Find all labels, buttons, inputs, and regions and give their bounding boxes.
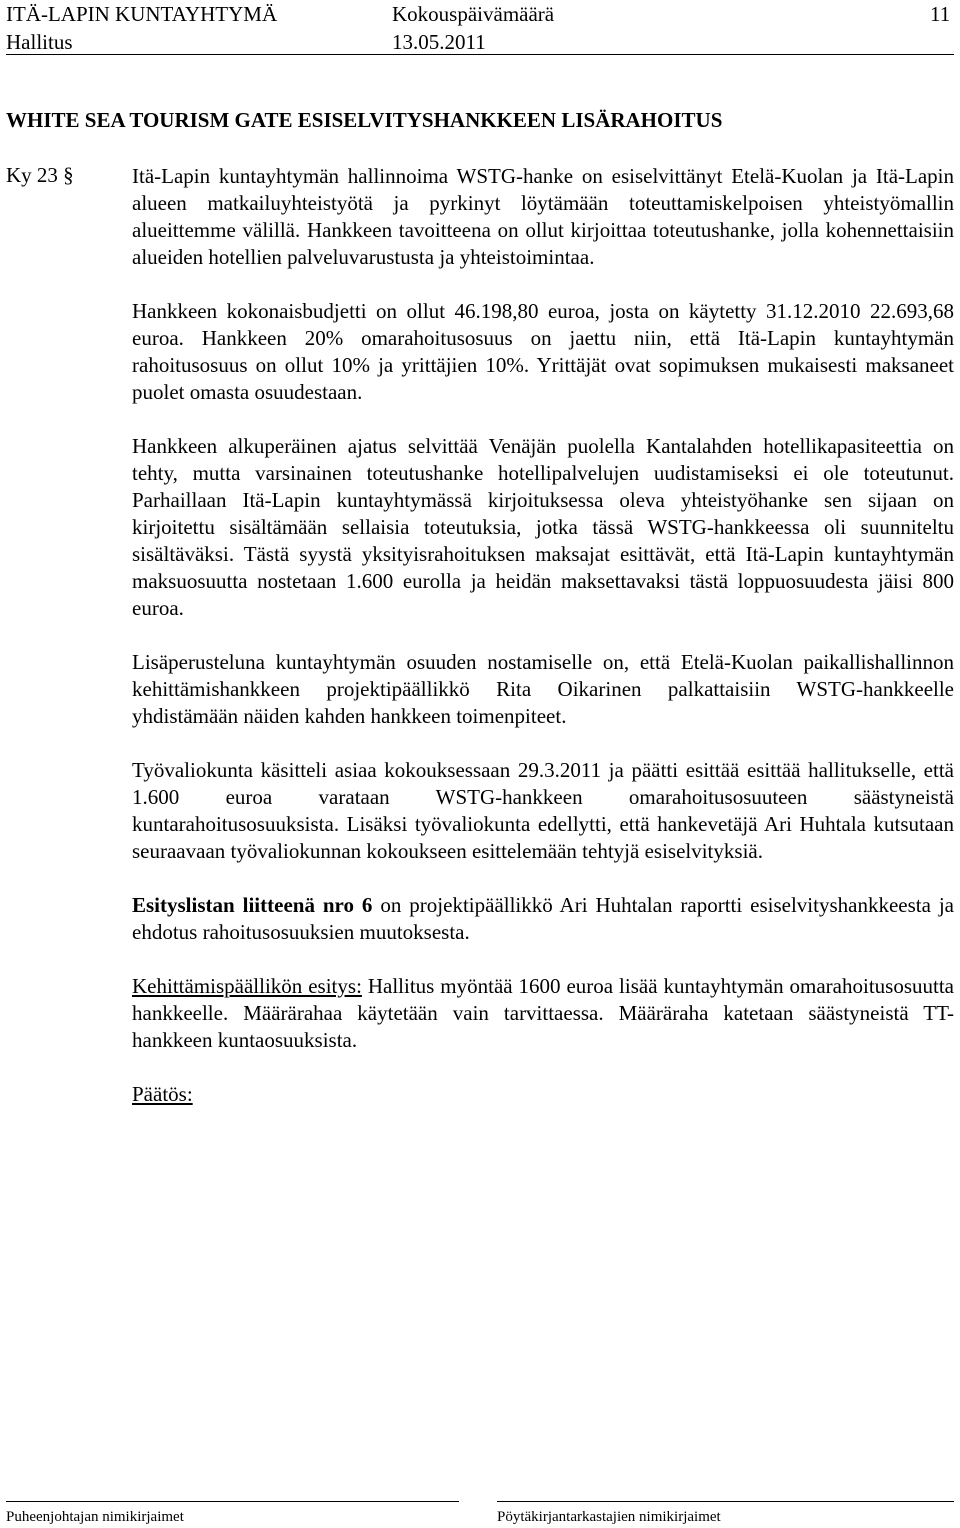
attachment-description: on projektipäällikkö Ari Huhtalan raportti esiselvityshankkeesta ja ehdotus rahoitusosuuksien muutoksesta.: [132, 893, 955, 944]
paragraph-2: Hankkeen kokonaisbudjetti on ollut 46.198,80 euroa, josta on käytetty 31.12.2010 22.693,68 euroa. Hankkeen 20% omarahoitusosuus on jaettu niin, että Itä-Lapin kuntayhtymän rahoitusosuus on ollut 10% ja yrittäjien 10%. Yrittäjät ovat sopimuksen mukaisesti maksaneet puolet omasta osuudestaan.: [132, 299, 954, 404]
paragraph-6: [132, 892, 954, 946]
paragraph-5: Työvaliokunta käsitteli asiaa kokouksessaan 29.3.2011 ja päätti esittää esittää hallitukselle, että 1.600 euroa varataan WSTG-hankkeen omarahoitusosuuteen säästyneistä kuntarahoitusosuuksista. Lisäksi työvaliokunta edellytti, että hankevetäjä Ari Huhtala kutsutaan seuraavaan työvaliokunnan kokoukseen esittelemään tehtyjä esiselvityksiä.: [132, 758, 954, 863]
organization-name: ITÄ-LAPIN KUNTAYHTYMÄ: [6, 2, 278, 26]
board-name: Hallitus: [6, 30, 73, 54]
section-symbol: §: [63, 163, 74, 187]
paragraph-8: [132, 1081, 954, 1108]
footer-divider-right: [497, 1501, 954, 1502]
meeting-date: 13.05.2011: [392, 30, 486, 54]
paragraph-3: Hankkeen alkuperäinen ajatus selvittää Venäjän puolella Kantalahden hotellikapasiteettia on tehty, mutta varsinainen toteutushanke hotellipalvelujen uudistamiseksi ei ole toteutunut. Parhaillaan Itä-Lapin kuntayhtymässä kirjoituksessa oleva yhteistyöhanke sen sijaan on kirjoitettu sisältämään sellaisia toteutuksia, jotka tässä WSTG-hankkeessa oli suunniteltu sisältäväksi. Tästä syystä yksityisrahoituksen maksajat esittävät, että Itä-Lapin kuntayhtymän maksuosuutta nostetaan 1.600 eurolla ja heidän maksettavaksi tästä loppuosuudesta jäisi 800 euroa.: [132, 434, 954, 620]
proposal-label: Kehittämispäällikön esitys:: [132, 974, 362, 998]
page-number: 11: [930, 2, 951, 26]
chairman-initials-label: Puheenjohtajan nimikirjaimet: [6, 1509, 184, 1525]
section-number: Ky 23: [6, 163, 58, 187]
header-divider: [6, 54, 954, 55]
date-label: Kokouspäivämäärä: [392, 2, 555, 26]
document-body: [132, 163, 954, 1135]
paragraph-4: Lisäperusteluna kuntayhtymän osuuden nostamiselle on, että Etelä-Kuolan paikallishallinnon kehittämishankkeen projektipäällikkö Rita Oikarinen palkattaisiin WSTG-hankkeelle yhdistämään näiden kahden hankkeen toimenpiteet.: [132, 650, 954, 728]
paragraph-7: [132, 973, 954, 1054]
section-label: [6, 163, 74, 187]
footer-divider-left: [6, 1501, 459, 1502]
proposal-text: Hallitus myöntää 1600 euroa lisää kuntayhtymän omarahoitusosuutta hankkeelle. Määrärahaa käytetään vain tarvittaessa. Määräraha katetaan säästyneistä TT-hankkeen kuntaosuuksista.: [132, 974, 954, 1052]
document-title: WHITE SEA TOURISM GATE ESISELVITYSHANKKEEN LISÄRAHOITUS: [6, 108, 723, 132]
reviewers-initials-label: Pöytäkirjantarkastajien nimikirjaimet: [497, 1509, 721, 1525]
paragraph-1: Itä-Lapin kuntayhtymän hallinnoima WSTG-hanke on esiselvittänyt Etelä-Kuolan ja Itä-Lapin alueen matkailuyhteistyötä ja pyrkinyt löytämään toteuttamiskelpoisen yhteistyömallin alueittemme välillä. Hankkeen tavoitteena on ollut kirjoittaa toteutushanke, jolla kohennettaisiin alueiden hotellien palveluvarustusta ja yhteistoimintaa.: [132, 164, 954, 269]
decision-label: Päätös:: [132, 1082, 193, 1106]
attachment-reference: Esityslistan liitteenä nro 6: [132, 893, 373, 917]
